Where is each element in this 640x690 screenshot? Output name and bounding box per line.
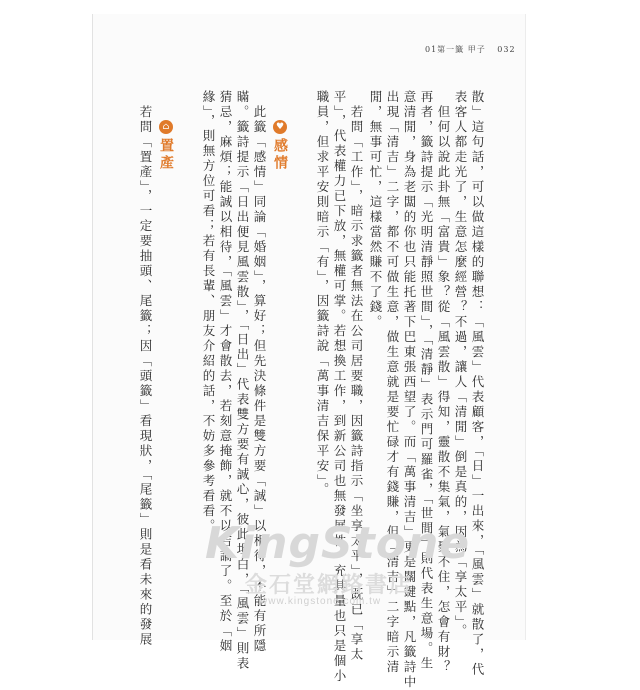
- watermark-chinese: 金石堂網路書店: [245, 572, 414, 598]
- text-column: 意清閒，身為老闆的你也只能托著下巴東張西望了。而「萬事清吉」更是關鍵點，凡籤詩中: [402, 90, 417, 690]
- page-number: 032: [497, 45, 516, 54]
- running-head: [425, 44, 516, 55]
- text-column: 猜忌，麻煩；能誠以相待，「風雲」才會散去，若刻意掩飾，就不以吉論了。至於「姻: [218, 90, 233, 654]
- text-column: 此籤「感情」同論「婚姻」，算好；但先決條件是雙方要「誠」以相待，不能有所隱: [252, 90, 267, 654]
- section-heading-property: ⌂ 置產: [158, 122, 174, 172]
- text-column: 職員，但求平安則暗示「有」，因籤詩說「萬事清吉保平安」。: [315, 90, 330, 498]
- text-column: 表客人都走光了，生意怎麼經營？不過，讓人「清閒」倒是真的，因為「享太平」。: [453, 90, 468, 639]
- text-column: 再者，籤詩提示「光明清靜照世間」，「清靜」表示門可羅雀，「世間」則代表生意場。生: [419, 90, 434, 672]
- text-column: 緣」，則無方位可看；若有長輩、朋友介紹的話，不妨多參考看看。: [201, 90, 216, 534]
- text-column: 若問「置產」，一定要抽頭、尾籤；因「頭籤」看現狀，「尾籤」則是看未來的發展: [138, 90, 153, 648]
- heart-icon: ♥: [273, 120, 287, 134]
- watermark-url: www.kingstone.com.tw: [260, 596, 382, 607]
- home-icon: ⌂: [159, 120, 173, 134]
- section-heading-love: ♥ 感情: [272, 122, 288, 172]
- text-column: 散」這句話，可以做這樣的聯想：「風雲」代表顧客，「日」一出來，「風雲」就散了，代: [470, 90, 485, 678]
- chapter-title: 01第一籤 甲子: [425, 45, 486, 54]
- text-column: 平」，代表權力已下放，無權可掌。若想換工作，到新公司也無發展性，充其量也只是個小: [332, 90, 347, 684]
- text-column: 但何以說此卦無「富貴」象？從「風雲散」得知，靈散不集氣，氣聚不住，怎會有財？: [436, 90, 451, 675]
- text-column: 瞞。籤詩提示「日出便見風雲散」，「日出」代表雙方要有誠心，彼此坦白，「風雲」則表: [235, 90, 250, 672]
- watermark-logo: KingStone: [205, 518, 471, 569]
- text-column: 若問「工作」，暗示求籤者無法在公司居要職，因籤詩指示「坐享太平」，既已「享太: [349, 90, 364, 663]
- text-column: 閒，無事可忙，這樣當然賺不了錢。: [368, 90, 383, 330]
- text-column: 出現「清吉」二字，都不可做生意，做生意就是要忙碌才有錢賺，但「清吉」二字暗示清: [385, 90, 400, 675]
